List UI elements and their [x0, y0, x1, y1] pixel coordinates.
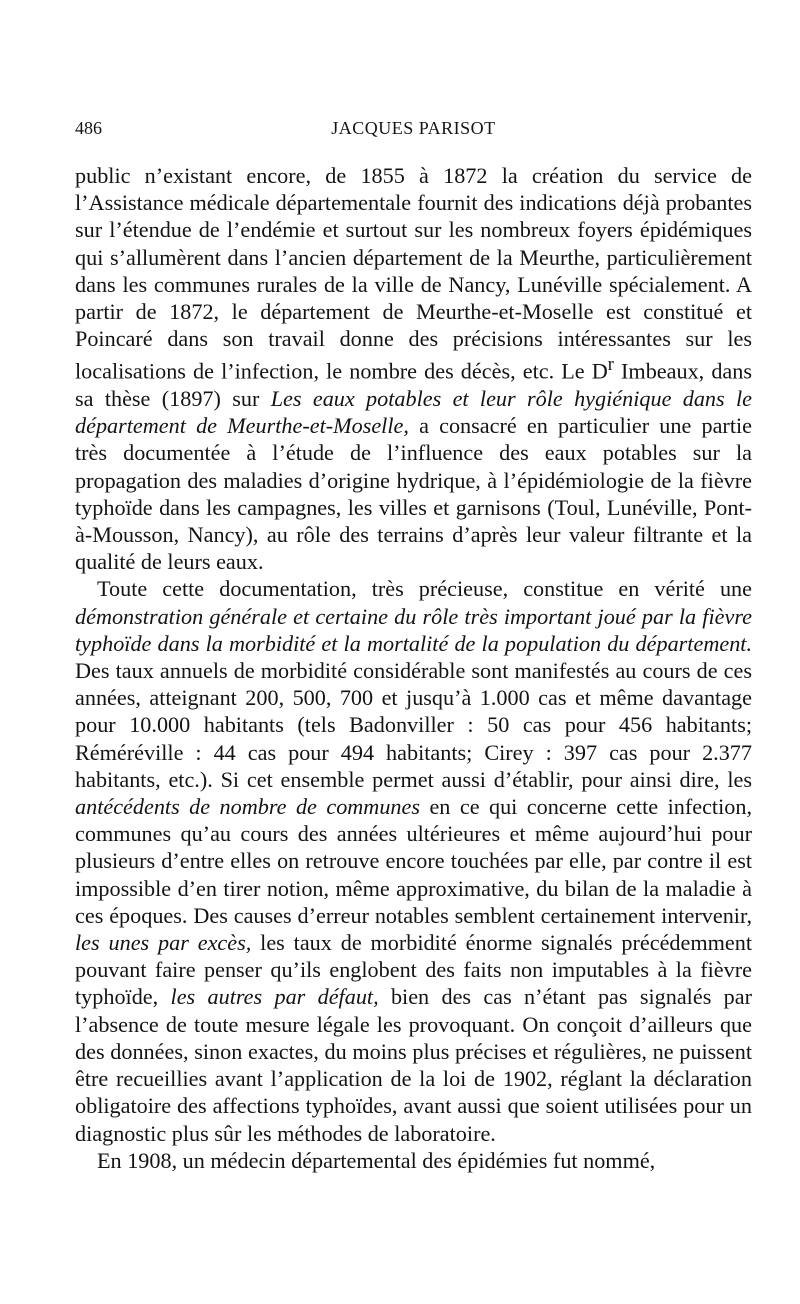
text-run: a consacré en particulier une partie très documentée à l’étude de l’influence des eaux potables sur la propagation des maladies d’origine hydrique, à l’épidémiologie de la fièvre typhoïde dans les campagnes, les villes et garnisons (Toul, Lunéville, Pont-à-Mousson, Nancy), au rôle des terrains d’après leur valeur filtrante et la qualité de leurs eaux. [75, 413, 752, 575]
running-title: JACQUES PARISOT [331, 118, 496, 138]
paragraph [75, 575, 752, 1146]
paragraph [75, 1147, 752, 1174]
italic-emphasis: antécédents de nombre de communes [75, 794, 421, 820]
italic-emphasis: démonstration générale et certaine du rôle très important joué par la fièvre typhoïde dans la morbidité et la mortalité de la population du département. [75, 603, 752, 656]
text-run: Toute cette documentation, très précieuse, constitue en vérité une [97, 576, 752, 602]
running-head [75, 118, 752, 144]
text-run: bien des cas n’étant pas signalés par l’absence de toute mesure légale les provoquant. On conçoit d’ailleurs que des données, sinon exactes, du moins plus précises et régulières, ne puissent être recueillies avant l’application de la loi de 1902, réglant la déclaration obligatoire des affections typhoïdes, avant aussi que soient utilisées pour un diagnostic plus sûr les méthodes de laboratoire. [75, 984, 752, 1146]
italic-emphasis: les unes par excès, [75, 930, 252, 956]
text-run: En 1908, un médecin départemental des épidémies fut nommé, [97, 1147, 656, 1173]
text-run: Imbeaux, dans sa thèse (1897) sur [75, 358, 752, 412]
text-run: les taux de morbidité énorme signalés précédemment pouvant faire penser qu’ils englobent des faits non imputables à la fièvre typhoïde, [75, 930, 752, 1010]
text-run: en ce qui concerne cette infection, communes qu’au cours des années ultérieures et même aujourd’hui pour plusieurs d’entre elles on retrouve encore touchées par elle, par contre il est impossible d’en tirer notion, même approximative, du bilan de la maladie à ces époques. Des causes d’erreur notables semblent certainement intervenir, [75, 794, 752, 928]
text-run: public n’existant encore, de 1855 à 1872 la création du service de l’Assistance médicale départementale fournit des indications déjà probantes sur l’étendue de l’endémie et surtout sur les nombreux foyers épidémiques qui s’allumèrent dans l’ancien département de la Meurthe, particulièrement dans les communes rurales de la ville de Nancy, Lunéville spécialement. A partir de 1872, le département de Meurthe-et-Moselle est constitué et Poincaré dans son travail donne des précisions intéressantes sur les localisations de l’infection, le nombre des décès, etc. Le D [75, 163, 752, 384]
superscript-abbreviation: r [607, 355, 614, 376]
book-title-italic: Les eaux potables et leur rôle hygiénique dans le département de Meurthe-et-Moselle, [75, 386, 753, 439]
italic-emphasis: les autres par défaut, [170, 984, 379, 1010]
text-run: Des taux annuels de morbidité considérable sont manifestés au cours de ces années, atteignant 200, 500, 700 et jusqu’à 1.000 cas et même davantage pour 10.000 habitants (tels Badonviller : 50 cas pour 456 habitants; Réméréville : 44 cas pour 494 habitants; Cirey : 397 cas pour 2.377 habitants, etc.). Si cet ensemble permet aussi d’établir, pour ainsi dire, les [75, 658, 752, 792]
page-number: 486 [75, 118, 102, 138]
body-text [75, 162, 752, 1174]
paragraph [75, 162, 752, 575]
